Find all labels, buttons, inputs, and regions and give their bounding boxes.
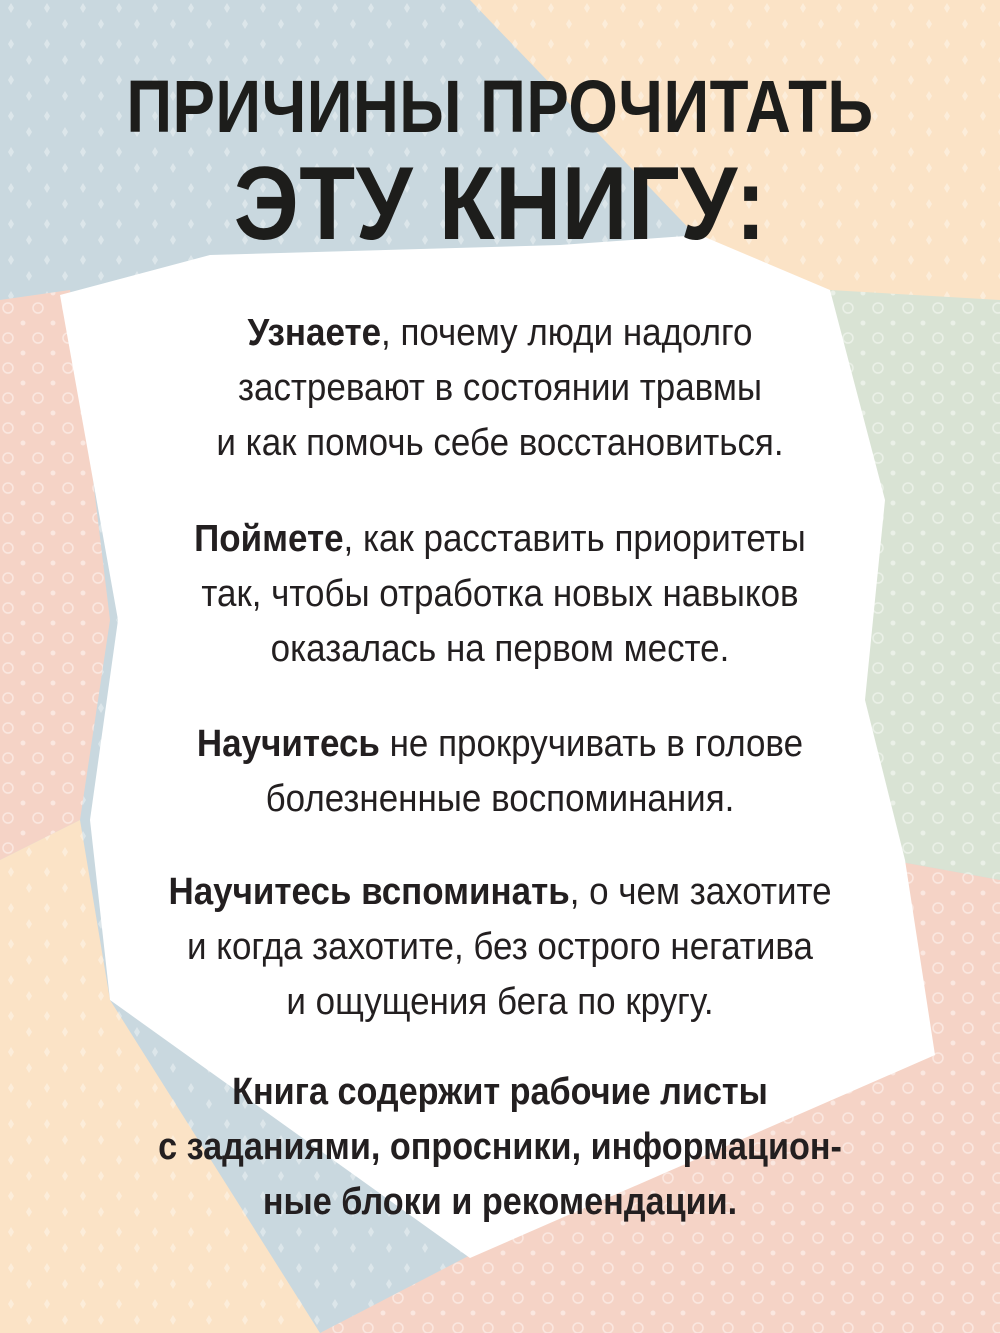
reason-2 [60,512,940,677]
reason-1 [60,306,940,471]
book-contents-summary [40,1065,960,1230]
reason-4 [60,865,940,1030]
summary-line-2: с заданиями, опросники, информацион- [158,1126,842,1168]
summary-line-1: Книга содержит рабочие листы [232,1071,768,1113]
reason-4-rest: , о чем захотите [569,871,832,913]
reason-1-line-3: и как помочь себе восстановиться. [216,422,784,464]
reason-3-bold: Научитесь [196,723,380,765]
title-line-1: ПРИЧИНЫ ПРОЧИТАТЬ [126,65,874,148]
reason-4-bold: Научитесь вспоминать [168,871,570,913]
reason-3-line-1 [95,717,905,772]
reason-3-line-2: болезненные воспоминания. [265,778,735,820]
reason-2-bold: Поймете [194,518,344,560]
reason-1-line-2: застревают в состоянии травмы [237,367,763,409]
summary-line-3: ные блоки и рекомендации. [262,1181,738,1223]
title-line-2: ЭТУ КНИГУ: [233,146,767,262]
reason-1-bold: Узнаете [247,312,382,354]
reason-3 [60,717,940,827]
reason-4-line-1 [95,865,905,920]
reason-1-rest: , почему люди надолго [381,312,753,354]
reason-2-rest: , как расставить приоритеты [343,518,806,560]
reason-4-line-2: и когда захотите, без острого негатива [187,926,813,968]
reason-2-line-3: оказалась на первом месте. [270,628,730,670]
reason-1-line-1 [95,306,905,361]
reason-3-rest: не прокручивать в голове [379,723,804,765]
reason-2-line-1 [95,512,905,567]
reason-4-line-3: и ощущения бега по кругу. [286,981,714,1023]
reason-2-line-2: так, чтобы отработка новых навыков [201,573,799,615]
